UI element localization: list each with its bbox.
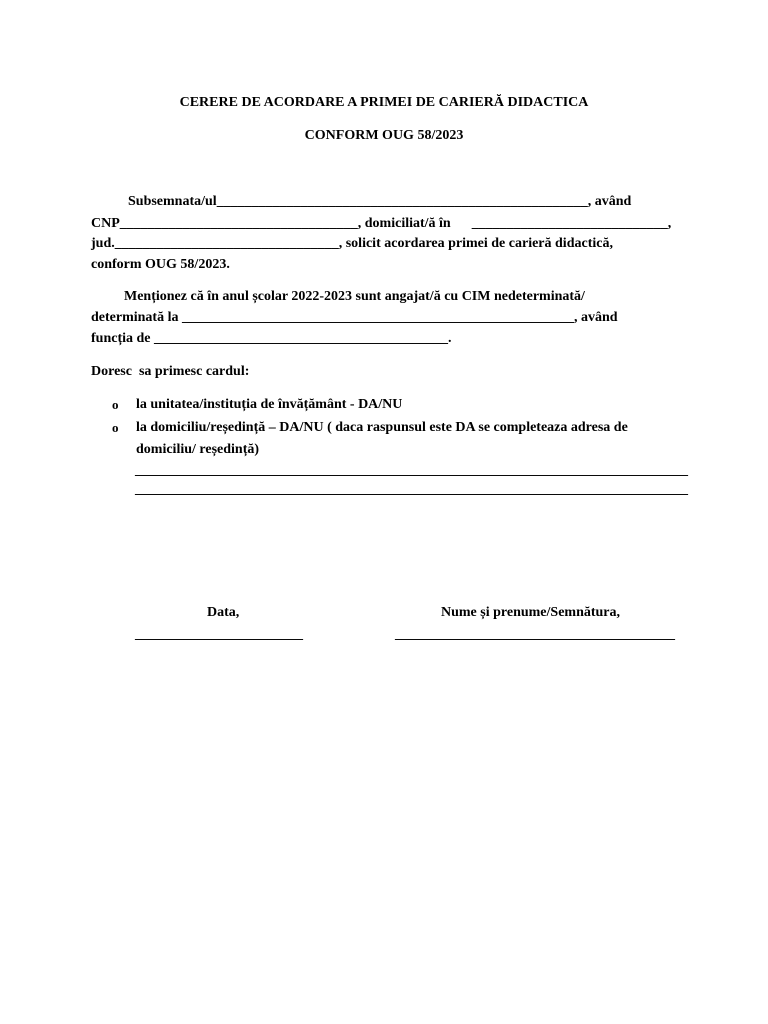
option-institution: la unitatea/instituția de învățământ - DA/NU — [136, 397, 403, 412]
name-signature-label: Nume și prenume/Semnătura, — [441, 605, 621, 620]
date-signature-line: ________________________ — [135, 627, 303, 642]
name-signature-line: ________________________________________ — [395, 627, 675, 642]
paragraph-1-line-1: Subsemnata/ul_____________________________________________________, având — [128, 194, 632, 209]
card-preference-label: Doresc sa primesc cardul: — [91, 364, 250, 379]
address-field-line-1: _______________________________________________________________________________ — [135, 463, 688, 478]
option-home-line-2: domiciliu/ reședință) — [136, 442, 260, 457]
document-subtitle: CONFORM OUG 58/2023 — [304, 128, 464, 143]
paragraph-2-line-3: funcția de __________________________________________. — [91, 331, 452, 346]
paragraph-1-line-2: CNP__________________________________, domiciliat/ă în ____________________________, — [91, 216, 672, 231]
paragraph-2-line-2: determinată la ________________________________________________________, având — [91, 310, 618, 325]
bullet-marker: o — [112, 420, 119, 435]
paragraph-1-line-4: conform OUG 58/2023. — [91, 257, 230, 272]
paragraph-2-line-1: Menționez că în anul școlar 2022-2023 sunt angajat/ă cu CIM nedeterminată/ — [124, 289, 585, 304]
bullet-marker: o — [112, 397, 119, 412]
paragraph-1-line-3: jud.________________________________, solicit acordarea primei de carieră didactică, — [91, 236, 613, 251]
date-label: Data, — [207, 605, 240, 620]
option-home-line-1: la domiciliu/reședință – DA/NU ( daca raspunsul este DA se completeaza adresa de — [136, 420, 628, 435]
document-title: CERERE DE ACORDARE A PRIMEI DE CARIERĂ DIDACTICA — [179, 95, 589, 110]
address-field-line-2: _______________________________________________________________________________ — [135, 482, 688, 497]
